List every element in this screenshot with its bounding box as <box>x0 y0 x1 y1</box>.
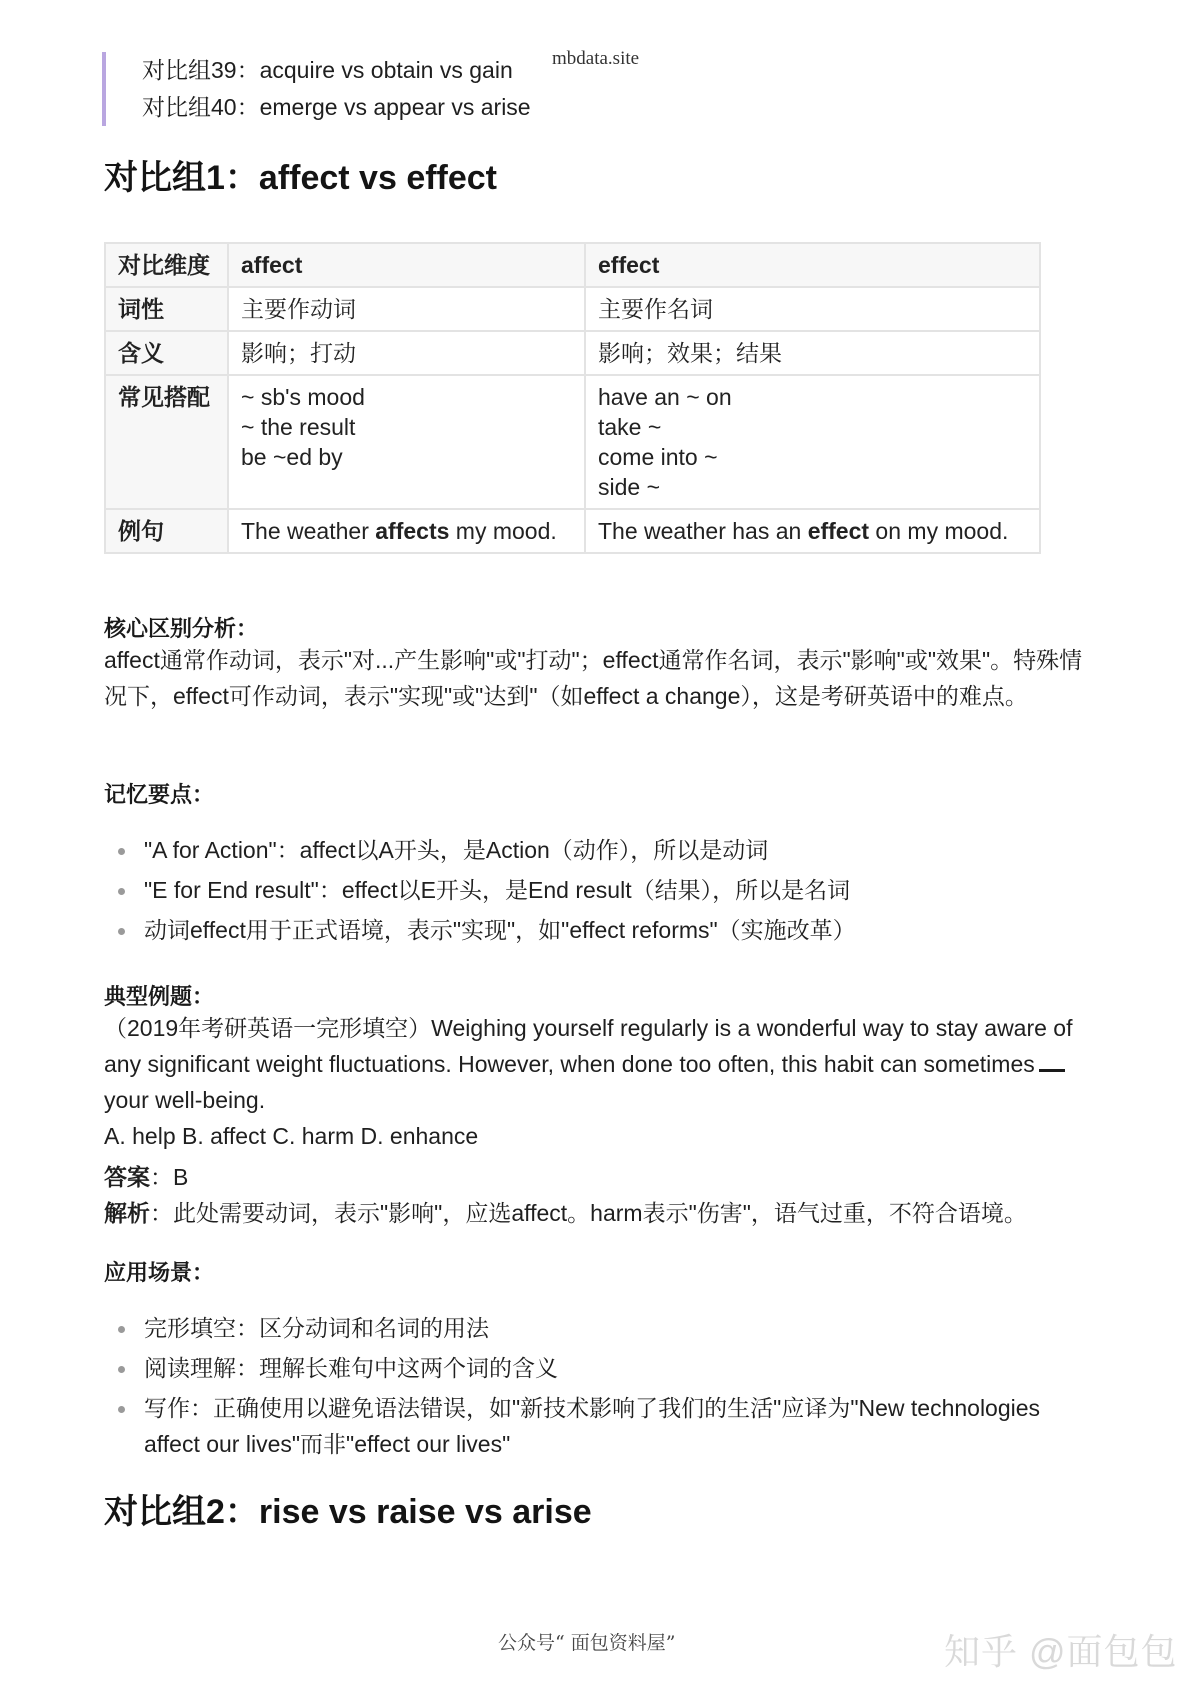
table-row <box>105 509 1040 553</box>
example-question-label: 典型例题： <box>104 984 215 1009</box>
row-label-example: 例句 <box>105 509 228 553</box>
memory-list <box>104 832 1094 952</box>
group2-heading: 对比组2：rise vs raise vs arise <box>104 1493 592 1531</box>
collocation-item: ~ sb's mood <box>241 384 365 410</box>
toc-line-39: 对比组39：acquire vs obtain vs gain <box>142 57 513 83</box>
cell-affect-collocations <box>228 375 585 509</box>
list-item: "E for End result"：effect以E开头，是End result（结果），所以是名词 <box>104 872 1094 908</box>
cell-effect-example <box>585 509 1040 553</box>
answer-blank <box>1039 1054 1065 1072</box>
collocation-item: have an ~ on <box>598 384 732 410</box>
cell-effect-pos: 主要作名词 <box>585 287 1040 331</box>
example-text: on my mood. <box>869 518 1009 544</box>
site-watermark: mbdata.site <box>552 48 640 69</box>
collocation-item: ~ the result <box>241 414 356 440</box>
question-stem-end: your well-being. <box>104 1087 266 1113</box>
toc-line-40: 对比组40：emerge vs appear vs arise <box>142 94 531 120</box>
application-label: 应用场景： <box>104 1260 215 1285</box>
list-item: 阅读理解：理解长难句中这两个词的含义 <box>104 1350 1094 1386</box>
explanation-label: 解析 <box>104 1200 150 1226</box>
table-row <box>105 287 1040 331</box>
analysis-label: 核心区别分析： <box>104 616 259 641</box>
cell-affect-pos: 主要作动词 <box>228 287 585 331</box>
explanation-line <box>104 1195 1027 1228</box>
collocation-item: take ~ <box>598 414 662 440</box>
analysis-paragraph: affect通常作动词，表示"对...产生影响"或"打动"；effect通常作名词，表示"影响"或"效果"。特殊情况下，effect可作动词，表示"实现"或"达到"（如effect a change），这是考研英语中的难点。 <box>104 647 1083 709</box>
answer-value: ：B <box>150 1164 189 1190</box>
memory-label: 记忆要点： <box>104 782 215 807</box>
list-item: 写作：正确使用以避免语法错误，如"新技术影响了我们的生活"应译为"New technologies affect our lives"而非"effect our lives" <box>104 1390 1094 1462</box>
table-row <box>105 331 1040 375</box>
application-list <box>104 1310 1094 1466</box>
group1-heading: 对比组1：affect vs effect <box>104 159 498 197</box>
collocation-item: side ~ <box>598 474 661 500</box>
answer-line <box>104 1159 188 1192</box>
cell-effect-collocations <box>585 375 1040 509</box>
example-question-text <box>104 1010 1104 1118</box>
answer-label: 答案 <box>104 1164 150 1190</box>
row-label-collocations: 常见搭配 <box>105 375 228 509</box>
footer-account: 公众号“ 面包资料屋” <box>498 1632 676 1654</box>
list-item: "A for Action"：affect以A开头，是Action（动作），所以是动词 <box>104 832 1094 868</box>
example-text: The weather <box>241 518 376 544</box>
header-cell-affect: affect <box>228 243 585 287</box>
example-text: The weather has an <box>598 518 808 544</box>
question-stem: （2019年考研英语一完形填空）Weighing yourself regularly is a wonderful way to stay aware of any significant weight fluctuations. However, when done too often, this habit can sometimes <box>104 1015 1073 1077</box>
header-cell-effect: effect <box>585 243 1040 287</box>
zhihu-watermark: 知乎 @面包包 <box>944 1631 1178 1672</box>
example-text: my mood. <box>449 518 557 544</box>
header-cell-dimension: 对比维度 <box>105 243 228 287</box>
table-header-row <box>105 243 1040 287</box>
list-item: 完形填空：区分动词和名词的用法 <box>104 1310 1094 1346</box>
cell-effect-meaning: 影响；效果；结果 <box>585 331 1040 375</box>
collocation-item: be ~ed by <box>241 444 343 470</box>
cell-affect-meaning: 影响；打动 <box>228 331 585 375</box>
cell-affect-example <box>228 509 585 553</box>
comparison-table <box>104 242 1041 554</box>
table-row <box>105 375 1040 509</box>
example-keyword: affects <box>375 518 450 544</box>
collocation-item: come into ~ <box>598 444 718 470</box>
question-options: A. help B. affect C. harm D. enhance <box>104 1123 479 1149</box>
explanation-value: ：此处需要动词，表示"影响"，应选affect。harm表示"伤害"，语气过重，不符合语境。 <box>150 1200 1027 1226</box>
example-keyword: effect <box>807 518 870 544</box>
row-label-meaning: 含义 <box>105 331 228 375</box>
list-item: 动词effect用于正式语境，表示"实现"，如"effect reforms"（实施改革） <box>104 912 1094 948</box>
row-label-pos: 词性 <box>105 287 228 331</box>
